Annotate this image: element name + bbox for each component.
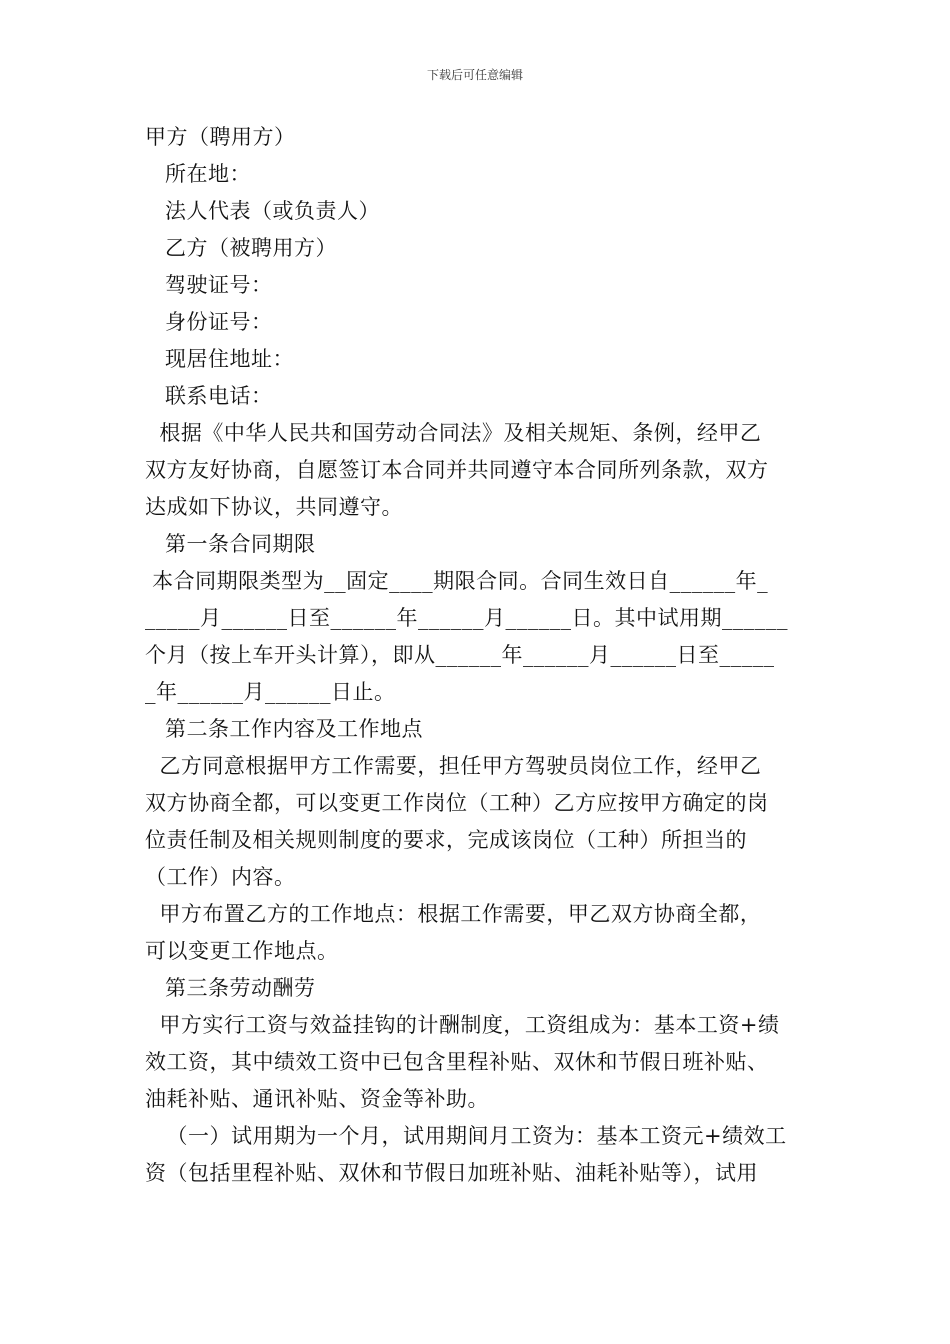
- text-line: 联系电话：: [165, 384, 273, 408]
- text-line: 第三条劳动酬劳: [165, 976, 316, 1000]
- text-line: 甲方布置乙方的工作地点：根据工作需要，甲乙双方协商全都，: [145, 902, 762, 926]
- text-line: 驾驶证号：: [165, 273, 273, 297]
- text-line: 第二条工作内容及工作地点: [165, 717, 423, 741]
- text-line: 双方协商全都，可以变更工作岗位（工种）乙方应按甲方确定的岗: [145, 791, 769, 815]
- text-line: 第一条合同期限: [165, 532, 316, 556]
- text-line: _年______月______日止。: [145, 680, 396, 704]
- text-line: 甲方实行工资与效益挂钩的计酬制度，工资组成为：基本工资+绩: [145, 1013, 780, 1037]
- text-line: 身份证号：: [165, 310, 273, 334]
- text-line: （一）试用期为一个月，试用期间月工资为：基本工资元+绩效工: [145, 1124, 787, 1148]
- text-line: 个月（按上车开头计算），即从______年______月______日至_____: [145, 643, 775, 667]
- text-line: 本合同期限类型为__固定____期限合同。合同生效日自______年_: [145, 569, 769, 593]
- text-line: 甲方（聘用方）: [145, 125, 296, 149]
- page-header: 下载后可任意编辑: [426, 68, 523, 82]
- text-line: 乙方同意根据甲方工作需要，担任甲方驾驶员岗位工作，经甲乙: [145, 754, 762, 778]
- text-line: （工作）内容。: [145, 865, 296, 889]
- text-line: 可以变更工作地点。: [145, 939, 339, 963]
- text-line: 根据《中华人民共和国劳动合同法》及相关规矩、条例，经甲乙: [145, 421, 762, 445]
- text-line: 法人代表（或负责人）: [165, 199, 380, 223]
- text-line: 达成如下协议，共同遵守。: [145, 495, 403, 519]
- text-line: _____月______日至______年______月______日。其中试用期______: [145, 606, 788, 630]
- text-line: 效工资，其中绩效工资中已包含里程补贴、双休和节假日班补贴、: [145, 1050, 769, 1074]
- text-line: 乙方（被聘用方）: [165, 236, 337, 260]
- text-line: 所在地：: [165, 162, 251, 186]
- text-line: 位责任制及相关规则制度的要求，完成该岗位（工种）所担当的: [145, 828, 747, 852]
- text-line: 油耗补贴、通讯补贴、资金等补助。: [145, 1087, 489, 1111]
- text-line: 资（包括里程补贴、双休和节假日加班补贴、油耗补贴等），试用: [145, 1161, 758, 1185]
- text-line: 现居住地址：: [165, 347, 294, 371]
- text-line: 双方友好协商，自愿签订本合同并共同遵守本合同所列条款，双方: [145, 458, 769, 482]
- document-body: [145, 119, 807, 1192]
